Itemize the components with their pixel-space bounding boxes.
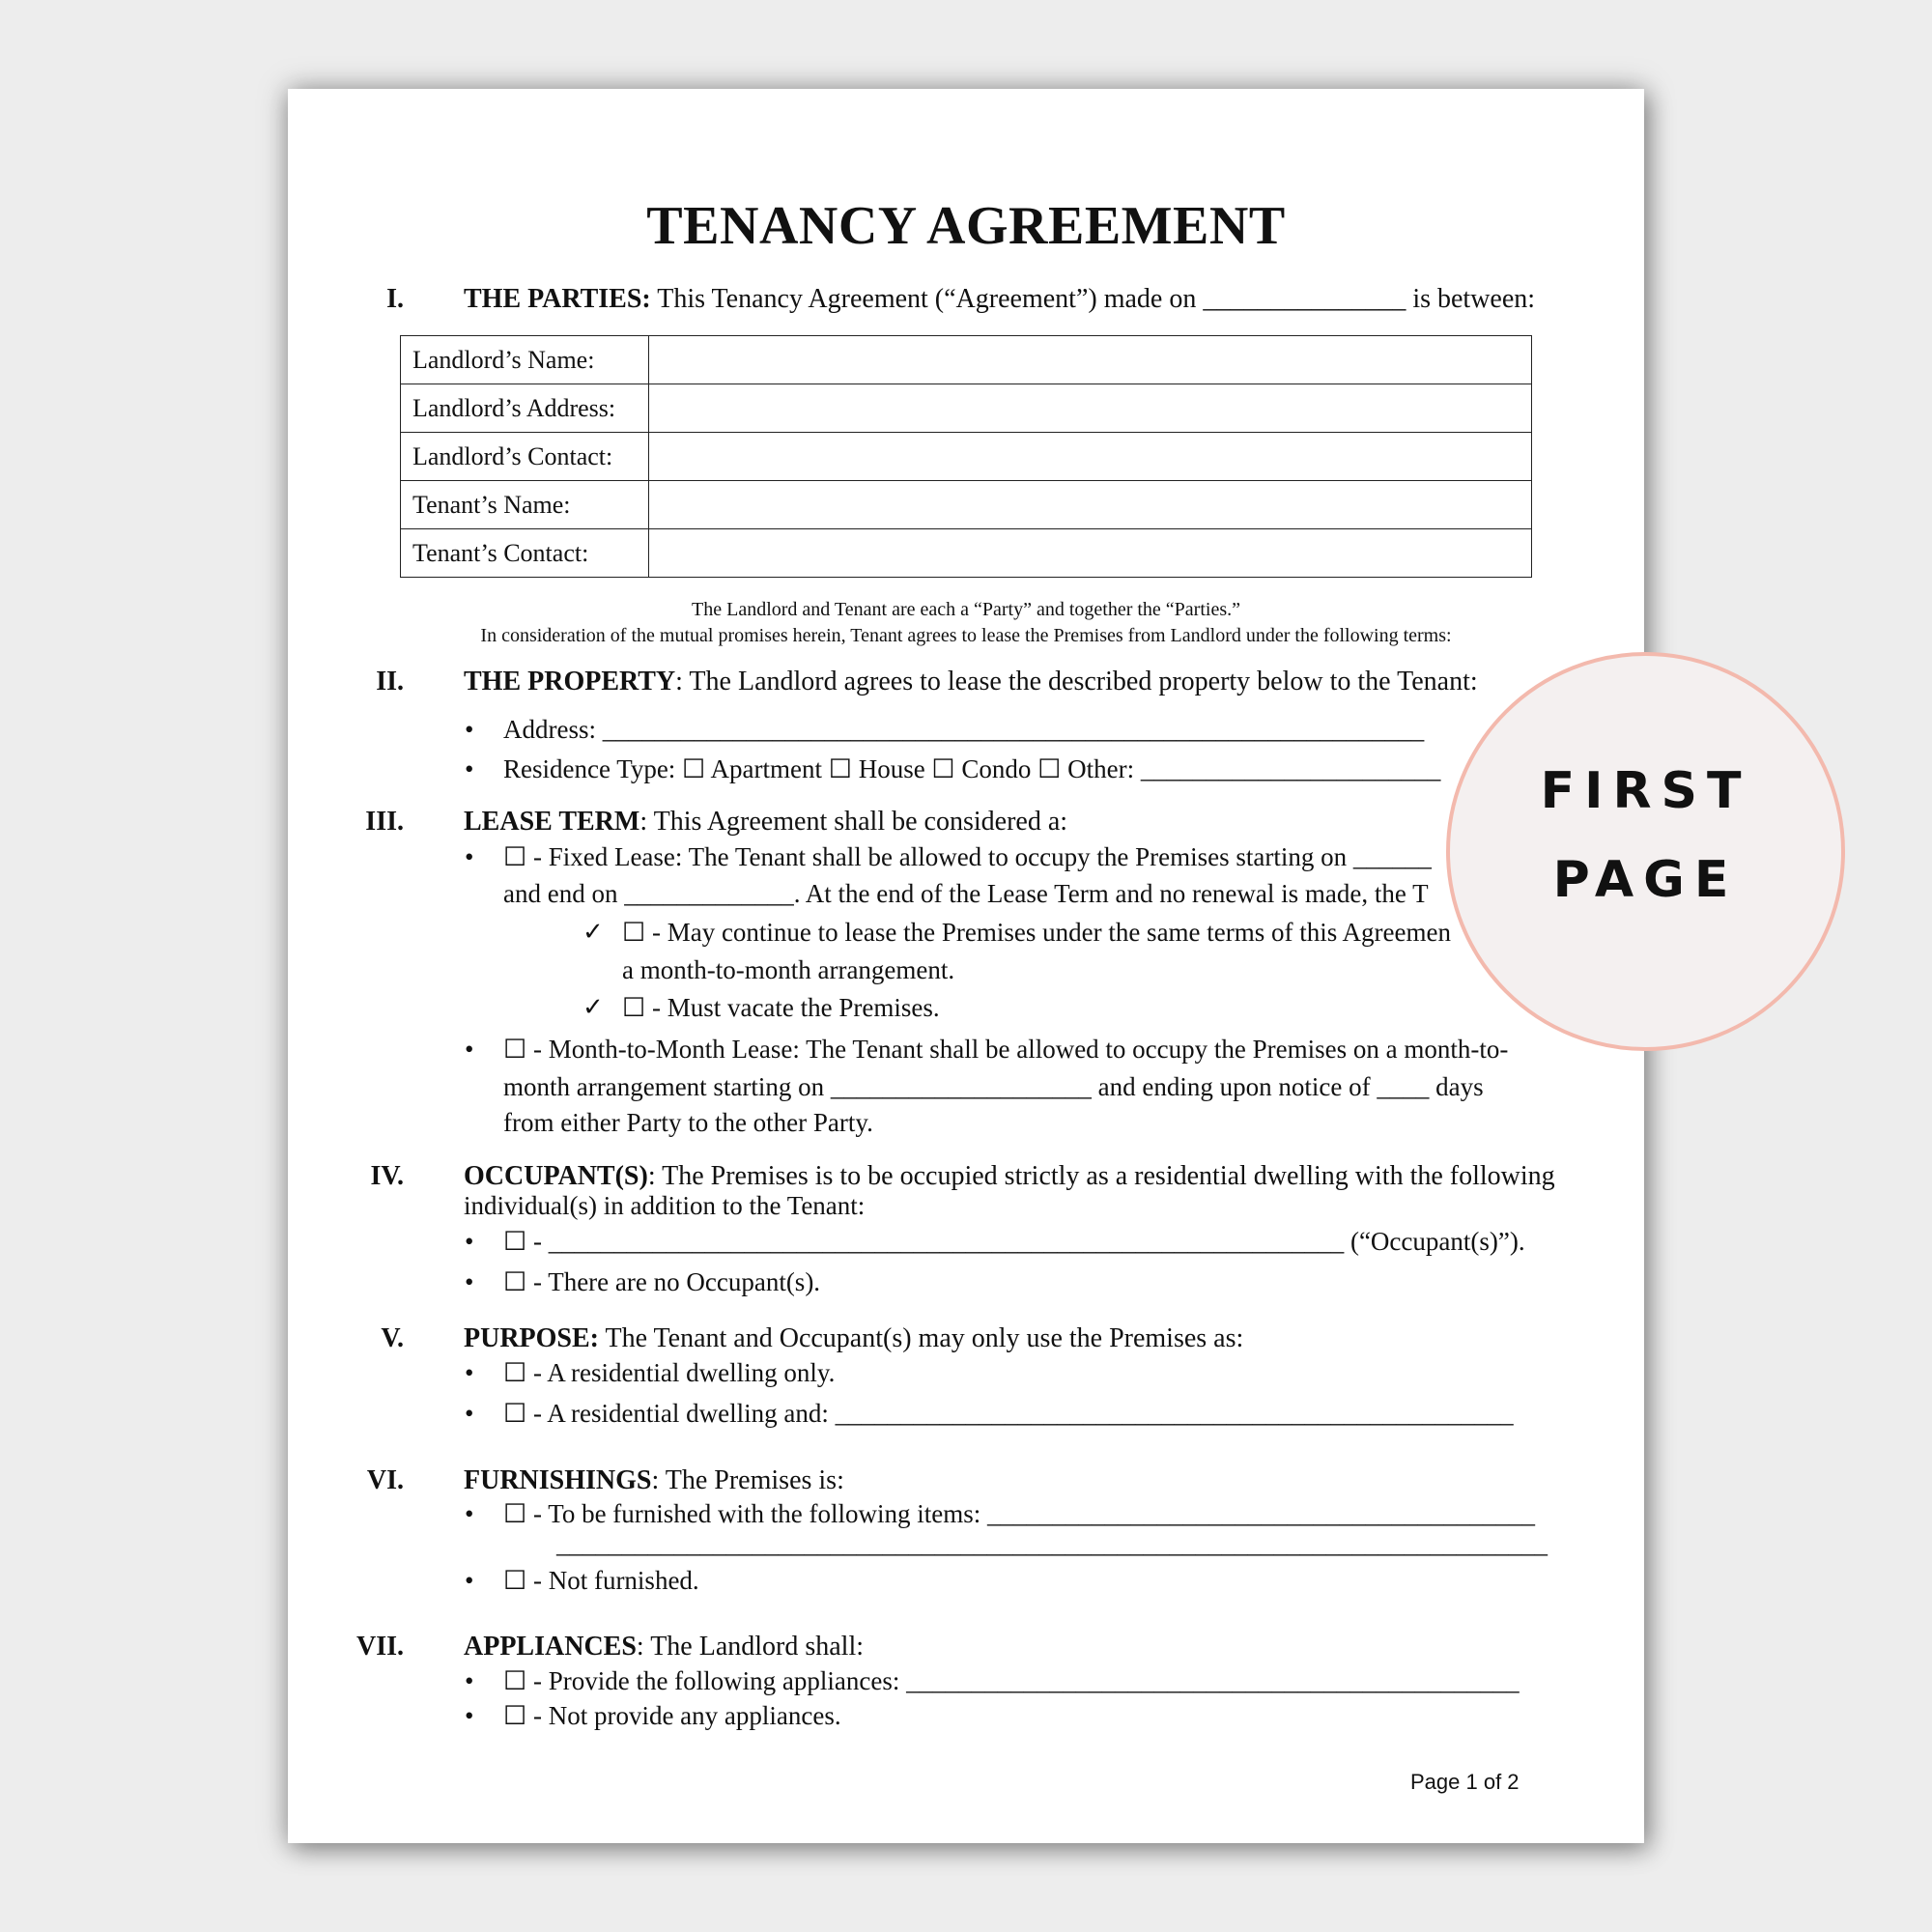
occupants-field[interactable]: ☐ - _____________________________________________________________ (“Occupant(s)”).	[503, 1227, 1525, 1256]
section-text: : The Premises is to be occupied strictly as a residential dwelling with the following	[647, 1161, 1555, 1191]
section-parties-line	[464, 284, 1535, 315]
section-number: III.	[365, 807, 404, 837]
document-title: TENANCY AGREEMENT	[646, 196, 1286, 256]
not-furnished-option[interactable]: ☐ - Not furnished.	[503, 1566, 699, 1595]
table-row	[401, 481, 1532, 529]
tenant-name-field[interactable]	[649, 481, 1532, 529]
section-purpose-line	[464, 1323, 1243, 1354]
residence-type-options[interactable]: Residence Type: ☐ Apartment ☐ House ☐ Condo ☐ Other: _______________________	[503, 754, 1441, 783]
table-row	[401, 336, 1532, 384]
landlord-address-field[interactable]	[649, 384, 1532, 433]
bullet-dot: •	[465, 1267, 474, 1296]
list-item	[465, 842, 1432, 872]
list-item	[465, 1358, 836, 1388]
badge-line-2: PAGE	[1552, 851, 1739, 909]
field-label: Tenant’s Name:	[401, 481, 649, 529]
section-number: VII.	[355, 1632, 404, 1662]
fixed-lease-line-2: and end on _____________. At the end of the Lease Term and no renewal is made, the T	[503, 879, 1429, 908]
month-to-month-line-2: month arrangement starting on ____________________ and ending upon notice of ____ days	[503, 1072, 1484, 1101]
list-item	[465, 1035, 1509, 1065]
section-text: : The Premises is:	[651, 1465, 844, 1495]
section-text: : The Landlord agrees to lease the described property below to the Tenant:	[675, 667, 1478, 696]
table-row	[401, 529, 1532, 578]
bullet-dot: •	[465, 1499, 474, 1528]
consideration-note: In consideration of the mutual promises herein, Tenant agrees to lease the Premises from Landlord under the following terms:	[480, 625, 1452, 646]
section-heading: APPLIANCES	[464, 1632, 637, 1662]
table-row	[401, 384, 1532, 433]
landlord-name-field[interactable]	[649, 336, 1532, 384]
field-label: Landlord’s Name:	[401, 336, 649, 384]
field-label: Tenant’s Contact:	[401, 529, 649, 578]
bullet-dot: •	[465, 1566, 474, 1595]
section-furnishings-line	[464, 1465, 844, 1496]
field-label: Landlord’s Address:	[401, 384, 649, 433]
section-number: I.	[386, 284, 404, 314]
furnished-items-field-cont[interactable]: ____________________________________________________________________________	[556, 1529, 1548, 1558]
no-occupants-option[interactable]: ☐ - There are no Occupant(s).	[503, 1267, 821, 1296]
section-number: II.	[376, 667, 404, 696]
section-number: IV.	[370, 1161, 404, 1191]
section-appliances-line	[464, 1632, 864, 1662]
bullet-dot: •	[465, 1358, 474, 1387]
party-table	[400, 335, 1532, 578]
bullet-dot: •	[465, 754, 474, 783]
section-heading: THE PROPERTY	[464, 667, 676, 696]
section-text: : This Agreement shall be considered a:	[639, 807, 1068, 837]
section-property-line	[464, 667, 1478, 697]
section-heading: LEASE TERM	[464, 807, 640, 837]
document-page	[288, 89, 1644, 1843]
list-item	[465, 754, 1441, 784]
list-item	[465, 1666, 1520, 1696]
table-row	[401, 433, 1532, 481]
section-text: This Tenancy Agreement (“Agreement”) made on _______________ is between:	[650, 284, 1536, 314]
checkmark-icon: ✓	[582, 918, 604, 946]
purpose-dwelling-and-field[interactable]: ☐ - A residential dwelling and: ____________________________________________________	[503, 1399, 1514, 1428]
list-item	[465, 1499, 1536, 1529]
purpose-dwelling-only-option[interactable]: ☐ - A residential dwelling only.	[503, 1358, 836, 1387]
parties-note: The Landlord and Tenant are each a “Party” and together the “Parties.”	[692, 599, 1240, 620]
bullet-dot: •	[465, 1227, 474, 1256]
furnished-items-field[interactable]: ☐ - To be furnished with the following items: __________________________________________	[503, 1499, 1536, 1528]
landlord-contact-field[interactable]	[649, 433, 1532, 481]
bullet-dot: •	[465, 842, 474, 871]
section-heading: THE PARTIES:	[464, 284, 651, 314]
section-lease-line	[464, 807, 1067, 838]
vacate-option[interactable]: ☐ - Must vacate the Premises.	[622, 993, 940, 1022]
section-occupants-line	[464, 1161, 1555, 1192]
section-text: : The Landlord shall:	[636, 1632, 865, 1662]
tenant-contact-field[interactable]	[649, 529, 1532, 578]
list-item	[465, 1267, 821, 1297]
list-item	[465, 1566, 699, 1596]
continue-lease-option-cont: a month-to-month arrangement.	[622, 955, 955, 984]
field-label: Landlord’s Contact:	[401, 433, 649, 481]
continue-lease-option[interactable]: ☐ - May continue to lease the Premises under the same terms of this Agreemen	[622, 918, 1451, 947]
list-item	[465, 1227, 1525, 1257]
section-heading: FURNISHINGS	[464, 1465, 652, 1495]
month-to-month-checkbox-line[interactable]: ☐ - Month-to-Month Lease: The Tenant shall be allowed to occupy the Premises on a month-to-	[503, 1035, 1509, 1064]
list-item	[465, 1701, 841, 1731]
section-number: VI.	[366, 1465, 404, 1495]
section-text: The Tenant and Occupant(s) may only use the Premises as:	[599, 1323, 1244, 1353]
badge-line-1: FIRST	[1540, 762, 1751, 820]
fixed-lease-checkbox-line[interactable]: ☐ - Fixed Lease: The Tenant shall be allowed to occupy the Premises starting on ______	[503, 842, 1432, 871]
bullet-dot: •	[465, 715, 474, 744]
section-number: V.	[381, 1323, 404, 1353]
first-page-badge	[1446, 652, 1845, 1051]
bullet-dot: •	[465, 1399, 474, 1428]
no-appliances-option[interactable]: ☐ - Not provide any appliances.	[503, 1701, 841, 1730]
list-item	[465, 1399, 1514, 1429]
section-heading: PURPOSE:	[464, 1323, 599, 1353]
bullet-dot: •	[465, 1035, 474, 1064]
section-heading: OCCUPANT(S)	[464, 1161, 648, 1191]
checkmark-icon: ✓	[582, 993, 604, 1021]
list-item	[465, 715, 1425, 745]
bullet-dot: •	[465, 1701, 474, 1730]
section-text-cont: individual(s) in addition to the Tenant:	[464, 1191, 866, 1220]
appliances-field[interactable]: ☐ - Provide the following appliances: _______________________________________________	[503, 1666, 1520, 1695]
month-to-month-line-3: from either Party to the other Party.	[503, 1108, 873, 1137]
address-field[interactable]: Address: _______________________________________________________________	[503, 715, 1425, 744]
page-number: Page 1 of 2	[1410, 1770, 1520, 1794]
bullet-dot: •	[465, 1666, 474, 1695]
